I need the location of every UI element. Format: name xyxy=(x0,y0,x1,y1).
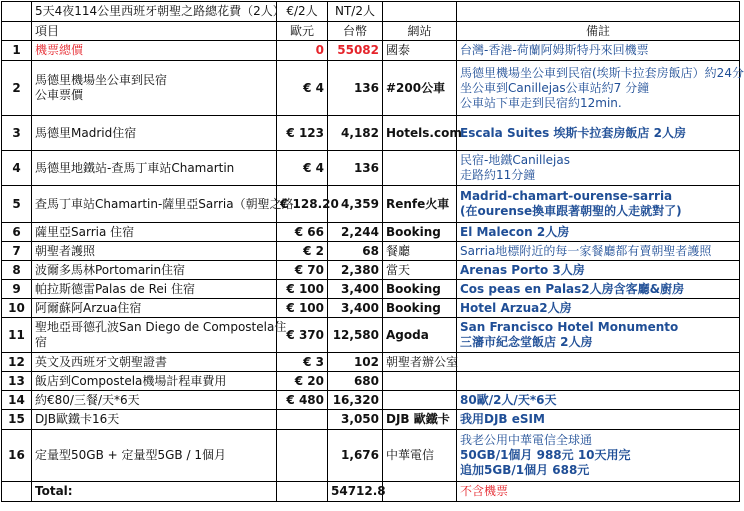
cell-line: 馬德里機場坐公車到民宿(埃斯卡拉套房飯店）約24分 xyxy=(460,65,744,80)
site-cell[interactable]: Booking xyxy=(383,299,457,318)
site-cell[interactable] xyxy=(383,391,457,410)
table-row xyxy=(2,261,740,280)
item-cell[interactable] xyxy=(32,116,277,151)
ntd-per-2-header[interactable]: NT/2人 xyxy=(328,2,383,22)
site-cell[interactable]: 中華電信 xyxy=(383,430,457,482)
ntd-cell[interactable]: 2,380 xyxy=(328,261,383,280)
ntd-cell[interactable]: 16,320 xyxy=(328,391,383,410)
eur-per-2-header[interactable]: €/2人 xyxy=(277,2,328,22)
site-cell[interactable]: Booking xyxy=(383,280,457,299)
cell-line: Escala Suites 埃斯卡拉套房飯店 2人房 xyxy=(460,125,686,140)
eur-cell[interactable]: € 70 xyxy=(277,261,328,280)
note-cell[interactable] xyxy=(457,391,740,410)
cell-line: 馬德里地鐵站-查馬丁車站Chamartin xyxy=(35,160,235,175)
eur-cell[interactable]: € 480 xyxy=(277,391,328,410)
eur-cell[interactable]: € 3 xyxy=(277,353,328,372)
table-row xyxy=(2,61,740,116)
item-cell[interactable] xyxy=(32,186,294,223)
cell-line: 宿 xyxy=(35,335,48,349)
cell-line: 公車票價 xyxy=(35,88,84,102)
cell-blank[interactable] xyxy=(277,482,328,502)
cell-line: 50GB/1個月 988元 10天用完 xyxy=(460,448,631,462)
note-cell[interactable] xyxy=(457,186,740,223)
item-cell[interactable] xyxy=(32,410,277,430)
ntd-cell[interactable]: 4,182 xyxy=(328,116,383,151)
eur-cell[interactable]: € 100 xyxy=(277,280,328,299)
eur-cell[interactable]: € 123 xyxy=(277,116,328,151)
table-row xyxy=(2,41,740,61)
cell-line: 飯店到Compostela機場計程車費用 xyxy=(35,373,227,388)
cell-blank[interactable] xyxy=(383,482,457,502)
item-cell[interactable] xyxy=(32,318,287,353)
cell-line: 民宿-地鐵Canillejas xyxy=(460,153,570,167)
cell-line: Hotel Arzua2人房 xyxy=(460,300,572,315)
eur-cell[interactable] xyxy=(277,410,328,430)
item-cell[interactable] xyxy=(32,261,277,280)
table-row xyxy=(2,430,740,482)
row-number[interactable]: 1 xyxy=(2,41,32,61)
cell-line: DJB歐鐵卡16天 xyxy=(35,412,120,426)
cell-line: 我用DJB eSIM xyxy=(460,412,545,426)
ntd-cell[interactable]: 3,400 xyxy=(328,299,383,318)
cell-line: 波爾多馬林Portomarin住宿 xyxy=(35,262,186,277)
cell-line: 機票總價 xyxy=(35,43,84,57)
row-number[interactable]: 8 xyxy=(2,261,32,280)
total-ntd[interactable]: 54712.8 xyxy=(328,482,383,502)
note-cell[interactable] xyxy=(457,430,740,482)
cell-line: 走路約11分鐘 xyxy=(460,168,536,182)
table-row xyxy=(2,410,740,430)
eur-cell[interactable]: € 20 xyxy=(277,372,328,391)
cell-line: (在ourense換車跟著朝聖的人走就對了) xyxy=(460,204,682,218)
cell-line: 聖地亞哥德孔波San Diego de Compostela住 xyxy=(35,320,287,334)
ntd-cell[interactable]: 12,580 xyxy=(328,318,383,353)
header-row xyxy=(2,22,740,41)
cell-blank[interactable] xyxy=(2,2,32,22)
cell-line: 我老公用中華電信全球通 xyxy=(460,433,593,447)
table-row xyxy=(2,372,740,391)
table-row xyxy=(2,353,740,372)
table-row xyxy=(2,186,740,223)
row-number[interactable]: 10 xyxy=(2,299,32,318)
item-cell[interactable] xyxy=(32,41,277,61)
item-cell[interactable] xyxy=(32,223,277,242)
spreadsheet xyxy=(1,1,744,502)
ntd-cell[interactable]: 102 xyxy=(328,353,383,372)
site-cell[interactable]: DJB 歐鐵卡 xyxy=(383,410,457,430)
eur-cell[interactable]: € 100 xyxy=(277,299,328,318)
row-number[interactable]: 3 xyxy=(2,116,32,151)
cell-line: 阿爾蘇阿Arzua住宿 xyxy=(35,300,142,315)
note-cell[interactable] xyxy=(457,41,740,61)
item-cell[interactable] xyxy=(32,151,277,186)
row-number[interactable]: 12 xyxy=(2,353,32,372)
cell-blank[interactable] xyxy=(457,2,740,22)
note-cell[interactable] xyxy=(457,318,740,353)
note-cell[interactable] xyxy=(457,280,740,299)
cell-line: 追加5GB/1個月 688元 xyxy=(460,463,590,477)
note-cell[interactable] xyxy=(457,410,740,430)
cell-line: 定量型50GB + 定量型5GB / 1個月 xyxy=(35,448,226,462)
cell-line: San Francisco Hotel Monumento xyxy=(460,320,679,334)
cell-line: 台灣-香港-荷蘭阿姆斯特丹來回機票 xyxy=(460,43,649,57)
item-cell[interactable] xyxy=(32,391,277,410)
eur-header[interactable]: 歐元 xyxy=(277,22,328,41)
row-number[interactable]: 9 xyxy=(2,280,32,299)
row-number[interactable]: 14 xyxy=(2,391,32,410)
cell-line: 三瀋市紀念堂飯店 2人房 xyxy=(460,335,593,349)
item-cell[interactable] xyxy=(32,372,277,391)
cell-line: Madrid-chamart-ourense-sarria xyxy=(460,189,673,203)
site-cell[interactable]: Hotels.com xyxy=(383,116,457,151)
note-header[interactable]: 備註 xyxy=(457,22,740,41)
cell-line: Cos peas en Palas2人房含客廳&廚房 xyxy=(460,281,685,296)
cell-line: 約€80/三餐/天*6天 xyxy=(35,392,140,407)
cell-line: 英文及西班牙文朝聖證書 xyxy=(35,354,168,369)
total-label[interactable]: Total: xyxy=(32,482,277,502)
ntd-cell[interactable]: 136 xyxy=(328,61,383,116)
note-cell[interactable] xyxy=(457,372,740,391)
cell-line: 坐公車到Canillejas公車站約7 分鐘 xyxy=(460,80,650,95)
note-cell[interactable] xyxy=(457,116,740,151)
note-cell[interactable] xyxy=(457,261,740,280)
eur-cell[interactable]: 0 xyxy=(277,41,328,61)
item-cell[interactable] xyxy=(32,353,277,372)
note-cell[interactable] xyxy=(457,223,740,242)
table-row xyxy=(2,223,740,242)
ntd-cell[interactable]: 680 xyxy=(328,372,383,391)
table-row xyxy=(2,391,740,410)
site-cell[interactable]: Booking xyxy=(383,223,457,242)
ntd-header[interactable]: 台幣 xyxy=(328,22,383,41)
ntd-cell[interactable]: 1,676 xyxy=(328,430,383,482)
ntd-cell[interactable]: 55082 xyxy=(328,41,383,61)
site-cell[interactable]: #200公車 xyxy=(383,61,457,116)
eur-cell[interactable]: € 4 xyxy=(277,151,328,186)
note-cell[interactable] xyxy=(457,61,744,116)
row-number[interactable]: 15 xyxy=(2,410,32,430)
cell-line: 帕拉斯德雷Palas de Rei 住宿 xyxy=(35,281,195,296)
sheet-title[interactable]: 5天4夜114公里西班牙朝聖之路總花費（2人） xyxy=(32,2,277,22)
row-number[interactable]: 7 xyxy=(2,242,32,261)
ntd-cell[interactable]: 3,050 xyxy=(328,410,383,430)
ntd-cell[interactable]: 3,400 xyxy=(328,280,383,299)
item-cell[interactable] xyxy=(32,242,277,261)
cell-line: El Malecon 2人房 xyxy=(460,224,570,239)
cell-line: 80歐/2人/天*6天 xyxy=(460,392,557,407)
title-row xyxy=(2,2,740,22)
site-cell[interactable]: 國泰 xyxy=(383,41,457,61)
row-number[interactable]: 11 xyxy=(2,318,32,353)
site-header[interactable]: 網站 xyxy=(383,22,457,41)
row-number[interactable]: 13 xyxy=(2,372,32,391)
table-row xyxy=(2,280,740,299)
eur-cell[interactable] xyxy=(277,430,328,482)
table-row xyxy=(2,151,740,186)
eur-cell[interactable]: € 66 xyxy=(277,223,328,242)
eur-cell[interactable]: € 4 xyxy=(277,61,328,116)
cell-line: 查馬丁車站Chamartin-薩里亞Sarria（朝聖之路 xyxy=(35,196,294,211)
cell-line: 公車站下車走到民宿約12min. xyxy=(460,95,622,110)
row-number[interactable]: 16 xyxy=(2,430,32,482)
cell-blank[interactable] xyxy=(2,22,32,41)
site-cell[interactable] xyxy=(383,151,457,186)
cell-line: 薩里亞Sarria 住宿 xyxy=(35,224,135,239)
cell-line: 馬德里Madrid住宿 xyxy=(35,125,137,140)
cell-line: 朝聖者護照 xyxy=(35,243,96,258)
cell-line: Arenas Porto 3人房 xyxy=(460,262,585,277)
cell-blank[interactable] xyxy=(383,2,457,22)
site-cell[interactable] xyxy=(383,372,457,391)
item-cell[interactable] xyxy=(32,280,277,299)
site-cell[interactable]: 餐廳 xyxy=(383,242,457,261)
item-cell[interactable] xyxy=(32,61,277,116)
ntd-cell[interactable]: 4,359 xyxy=(328,186,383,223)
table-row xyxy=(2,116,740,151)
eur-cell[interactable]: € 128.20 xyxy=(277,186,328,223)
table-row xyxy=(2,242,740,261)
total-note[interactable]: 不含機票 xyxy=(457,482,740,502)
cell-line: Sarria地標附近的每一家餐廳都有賣朝聖者護照 xyxy=(460,243,712,258)
item-header[interactable]: 項目 xyxy=(32,22,277,41)
site-cell[interactable]: 當天 xyxy=(383,261,457,280)
ntd-cell[interactable]: 2,244 xyxy=(328,223,383,242)
item-cell[interactable] xyxy=(32,430,277,482)
table-row xyxy=(2,299,740,318)
row-number[interactable]: 4 xyxy=(2,151,32,186)
ntd-cell[interactable]: 136 xyxy=(328,151,383,186)
total-row xyxy=(2,482,740,502)
site-cell[interactable]: 朝聖者辦公室 xyxy=(383,353,457,372)
site-cell[interactable]: Agoda xyxy=(383,318,457,353)
note-cell[interactable] xyxy=(457,353,740,372)
row-number[interactable]: 5 xyxy=(2,186,32,223)
row-number[interactable]: 2 xyxy=(2,61,32,116)
cell-line: 馬德里機場坐公車到民宿 xyxy=(35,73,168,87)
item-cell[interactable] xyxy=(32,299,277,318)
row-number[interactable]: 6 xyxy=(2,223,32,242)
eur-cell[interactable]: € 370 xyxy=(277,318,328,353)
note-cell[interactable] xyxy=(457,299,740,318)
eur-cell[interactable]: € 2 xyxy=(277,242,328,261)
cell-blank[interactable] xyxy=(2,482,32,502)
ntd-cell[interactable]: 68 xyxy=(328,242,383,261)
site-cell[interactable]: Renfe火車 xyxy=(383,186,457,223)
note-cell[interactable] xyxy=(457,151,740,186)
table-row xyxy=(2,318,740,353)
note-cell[interactable] xyxy=(457,242,740,261)
